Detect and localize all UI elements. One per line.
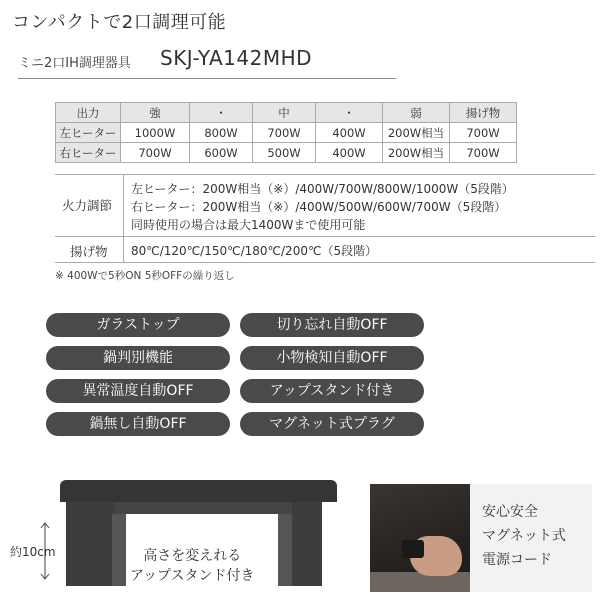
spec-divider — [55, 262, 595, 263]
spec-divider — [55, 236, 595, 237]
feature-badge: 切り忘れ自動OFF — [240, 313, 424, 337]
table-header-cell: 揚げ物 — [450, 103, 517, 123]
table-cell: 400W — [316, 143, 383, 163]
table-cell: 700W — [450, 123, 517, 143]
product-subtitle: ミニ2口IH調理器具 — [18, 56, 131, 71]
feature-badge: 小物検知自動OFF — [240, 346, 424, 370]
table-cell: 1000W — [121, 123, 190, 143]
cooktop-illustration — [60, 480, 337, 502]
feature-badge: 鍋判別機能 — [46, 346, 230, 370]
table-cell: 600W — [190, 143, 253, 163]
table-cell: 700W — [450, 143, 517, 163]
table-cell: 700W — [121, 143, 190, 163]
power-line: 左ヒーター：200W相当（※）/400W/700W/800W/1000W（5段階） — [131, 182, 514, 196]
feature-badge: 異常温度自動OFF — [46, 379, 230, 403]
stand-caption — [130, 546, 254, 586]
stand-leg-illustration — [66, 500, 114, 586]
table-header-cell: ・ — [316, 103, 383, 123]
title-divider — [18, 78, 396, 79]
table-header-cell: ・ — [190, 103, 253, 123]
output-table — [55, 102, 517, 163]
table-cell: 200W相当 — [383, 143, 450, 163]
table-cell: 500W — [253, 143, 316, 163]
model-number: SKJ-YA142MHD — [160, 46, 313, 70]
photo-floor — [370, 572, 470, 592]
table-header-cell: 弱 — [383, 103, 450, 123]
footnote: ※ 400Wで5秒ON 5秒OFFの繰り返し — [55, 270, 235, 282]
feature-badge: マグネット式プラグ — [240, 412, 424, 436]
table-cell: 400W — [316, 123, 383, 143]
table-header-cell: 中 — [253, 103, 316, 123]
page-heading: コンパクトで2口調理可能 — [12, 12, 227, 33]
fry-value: 80℃/120℃/150℃/180℃/200℃（5段階） — [131, 244, 378, 258]
table-cell: 700W — [253, 123, 316, 143]
stand-leg-illustration — [292, 500, 322, 586]
stand-crossbar-illustration — [114, 500, 292, 514]
table-header-cell: 出力 — [56, 103, 121, 123]
table-row-header: 右ヒーター — [56, 143, 121, 163]
table-row — [56, 143, 517, 163]
stand-caption-line: アップスタンド付き — [130, 568, 255, 584]
table-row-header: 左ヒーター — [56, 123, 121, 143]
power-line: 同時使用の場合は最大1400Wまで使用可能 — [131, 218, 366, 232]
table-header-cell: 強 — [121, 103, 190, 123]
feature-badge: アップスタンド付き — [240, 379, 424, 403]
plug-image — [402, 540, 424, 558]
power-control-label: 火力調節 — [62, 198, 113, 213]
magnetic-plug-photo — [370, 484, 592, 592]
feature-badge: 鍋無し自動OFF — [46, 412, 230, 436]
fry-label: 揚げ物 — [70, 244, 108, 259]
stand-inner-illustration — [112, 514, 126, 586]
plug-caption-line: 安心安全 — [482, 504, 538, 520]
stand-caption-line: 高さを変えれる — [143, 548, 242, 564]
table-cell: 200W相当 — [383, 123, 450, 143]
plug-caption — [482, 500, 566, 572]
output-table-header-row — [56, 103, 517, 123]
stand-inner-illustration — [278, 514, 292, 586]
table-cell: 800W — [190, 123, 253, 143]
height-label: 約10cm — [10, 545, 56, 559]
plug-caption-line: マグネット式 — [482, 528, 566, 544]
power-line: 右ヒーター：200W相当（※）/400W/500W/600W/700W（5段階） — [131, 200, 507, 214]
plug-caption-line: 電源コード — [482, 552, 552, 568]
table-row — [56, 123, 517, 143]
feature-badge: ガラストップ — [46, 313, 230, 337]
spec-divider — [123, 174, 124, 262]
spec-divider — [55, 174, 595, 175]
